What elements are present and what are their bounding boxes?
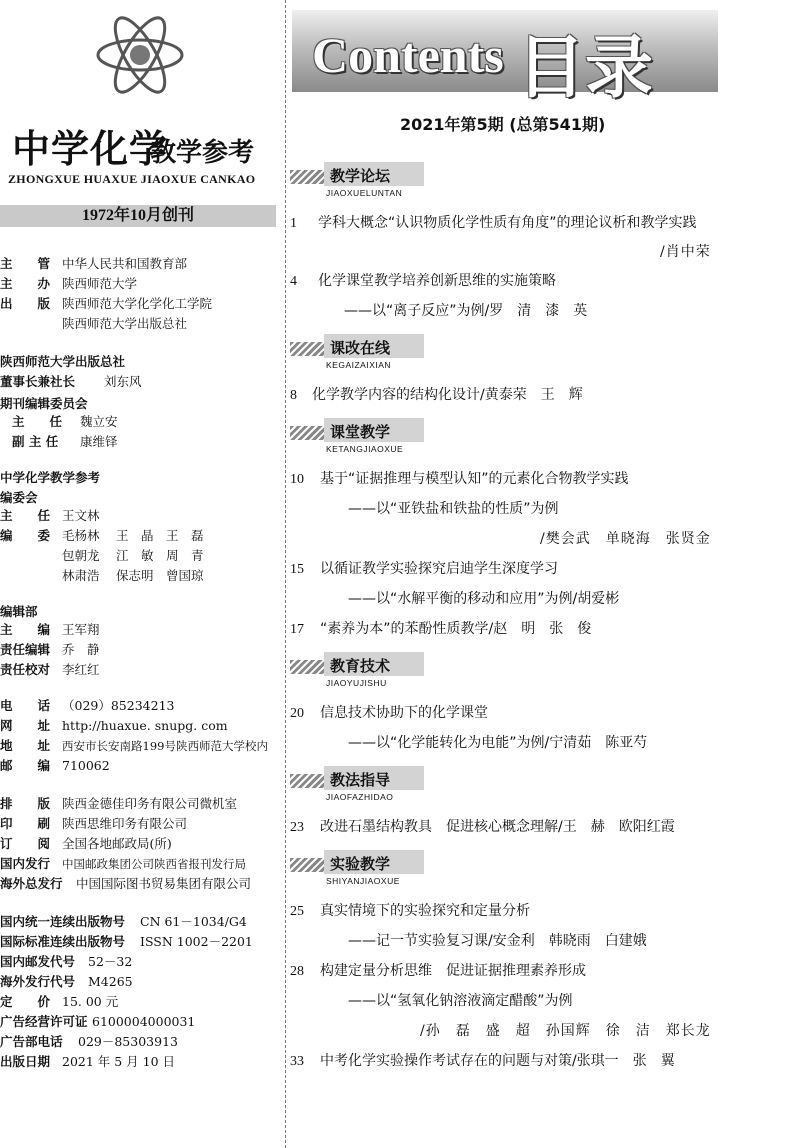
info-row-phone: 电 话 （029）85234213 — [0, 698, 175, 713]
masthead-pinyin: ZHONGXUE HUAXUE JIAOXUE CANKAO — [8, 172, 256, 186]
info-row-postal-code: 国内邮发代号 52－32 — [0, 954, 133, 969]
member-name: 王 磊 — [166, 528, 204, 543]
section-stripe-icon — [290, 774, 324, 788]
toc-item[interactable]: 20 信息技术协助下的化学课堂 — [290, 705, 488, 721]
member-name: 毛杨林 — [62, 528, 100, 543]
member-name: 王 晶 — [116, 528, 154, 543]
section-stripe-icon — [290, 342, 324, 356]
toc-subtitle: ——以“亚铁盐和铁盐的性质”为例 — [348, 501, 559, 517]
toc-item[interactable]: 25 真实情境下的实验探究和定量分析 — [290, 903, 530, 919]
toc-item[interactable]: 4 化学课堂教学培养创新思维的实施策略 — [290, 273, 556, 289]
info-row-typesetting: 排 版 陕西金德佳印务有限公司微机室 — [0, 796, 238, 811]
member-name: 曾国琼 — [166, 568, 204, 583]
toc-subtitle: ——以“离子反应”为例/罗 清 漆 英 — [344, 303, 588, 319]
masthead-title: 中学化学 — [12, 126, 169, 171]
info-row-director: 主 任 魏立安 — [12, 414, 118, 429]
info-row-overseas-distribution: 海外总发行 中国国际图书贸易集团有限公司 — [0, 876, 252, 891]
toc-author: /樊会武 单晓海 张贤金 — [540, 531, 711, 547]
info-row-board-members: 编 委 — [0, 528, 51, 543]
toc-subtitle: ——以“氢氧化钠溶液滴定醋酸”为例 — [348, 993, 573, 1009]
toc-item[interactable]: 17 “素养为本”的苯酚性质教学/赵 明 张 俊 — [290, 621, 592, 637]
section-stripe-icon — [290, 170, 324, 184]
column-divider — [285, 0, 286, 1148]
info-row-cn-number: 国内统一连续出版物号 CN 61－1034/G4 — [0, 914, 247, 929]
toc-subtitle: ——记一节实验复习课/安金利 韩晓雨 白建娥 — [348, 933, 647, 949]
info-row-vice-director: 副 主 任 康维铎 — [12, 434, 118, 449]
toc-subtitle: ——以“水解平衡的移动和应用”为例/胡爱彬 — [348, 591, 620, 607]
press-heading: 陕西师范大学出版总社 — [0, 354, 126, 369]
info-row-subscription: 订 阅 全国各地邮政局(所) — [0, 836, 172, 851]
info-row-proofreader: 责任校对 李红红 — [0, 662, 100, 677]
info-row-website[interactable]: 网 址 http://huaxue. snupg. com — [0, 718, 228, 733]
info-row-publish-date: 出版日期 2021 年 5 月 10 日 — [0, 1054, 176, 1069]
toc-item[interactable]: 23 改进石墨结构教具 促进核心概念理解/王 赫 欧阳红霞 — [290, 819, 675, 835]
masthead-subtitle: 教学参考 — [150, 138, 255, 168]
member-name: 周 青 — [166, 548, 204, 563]
info-row-sponsor: 主 办 陕西师范大学 — [0, 276, 138, 291]
info-row-chairman: 董事长兼社长 刘东风 — [0, 374, 142, 389]
editorial-heading: 编辑部 — [0, 604, 38, 619]
info-row-issn: 国际标准连续出版物号 ISSN 1002－2201 — [0, 934, 253, 949]
info-row-ad-license: 广告经营许可证 6100004000031 — [0, 1014, 196, 1029]
committee-heading: 期刊编辑委员会 — [0, 396, 88, 411]
section-stripe-icon — [290, 426, 324, 440]
info-row-publisher: 出 版 陕西师范大学化学化工学院 — [0, 296, 213, 311]
info-row-editor-in-chief: 主 编 王军翔 — [0, 622, 100, 637]
journal-heading: 中学化学教学参考 — [0, 470, 101, 485]
info-row-printing: 印 刷 陕西思维印务有限公司 — [0, 816, 188, 831]
toc-item[interactable]: 15 以循证教学实验探究启迪学生深度学习 — [290, 561, 558, 577]
contents-title-cn: 目录 — [517, 29, 654, 108]
toc-author: /肖中荣 — [660, 244, 711, 260]
member-name: 江 敏 — [116, 548, 154, 563]
toc-item[interactable]: 8 化学教学内容的结构化设计/黄泰荣 王 辉 — [290, 387, 583, 403]
contents-title-en: Contents — [312, 27, 504, 83]
info-row-price: 定 价 15. 00 元 — [0, 994, 119, 1009]
member-name: 林肃浩 — [62, 568, 100, 583]
member-name: 保志明 — [116, 568, 154, 583]
section-stripe-icon — [290, 858, 324, 872]
info-row-responsible-editor: 责任编辑 乔 静 — [0, 642, 100, 657]
atom-logo-icon — [95, 10, 185, 100]
toc-item[interactable]: 33 中考化学实验操作考试存在的问题与对策/张琪一 张 翼 — [290, 1053, 675, 1069]
info-row-board-chief: 主 任 王文林 — [0, 508, 100, 523]
toc-author: /孙 磊 盛 超 孙国辉 徐 洁 郑长龙 — [420, 1023, 711, 1039]
toc-subtitle: ——以“化学能转化为电能”为例/宁清茹 陈亚芍 — [348, 735, 648, 751]
founded-bar: 1972年10月创刊 — [0, 205, 276, 227]
section-stripe-icon — [290, 660, 324, 674]
issue-number: 2021年第5期 (总第541期) — [400, 115, 606, 134]
info-row-supervisor: 主 管 中华人民共和国教育部 — [0, 256, 188, 271]
info-row-domestic-distribution: 国内发行 中国邮政集团公司陕西省报刊发行局 — [0, 856, 246, 871]
info-row-overseas-code: 海外发行代号 M4265 — [0, 974, 133, 989]
board-heading: 编委会 — [0, 490, 38, 505]
member-name: 包朝龙 — [62, 548, 100, 563]
info-row-ad-phone: 广告部电话 029－85303913 — [0, 1034, 178, 1049]
toc-item[interactable]: 10 基于“证据推理与模型认知”的元素化合物教学实践 — [290, 471, 629, 487]
info-row-publisher-2: 陕西师范大学出版总社 — [62, 316, 188, 331]
info-row-postcode: 邮 编 710062 — [0, 758, 110, 773]
info-row-address: 地 址 西安市长安南路199号陕西师范大学校内 — [0, 738, 268, 753]
toc-item[interactable]: 1 学科大概念“认识物质化学性质有角度”的理论议析和教学实践 — [290, 215, 697, 231]
toc-item[interactable]: 28 构建定量分析思维 促进证据推理素养形成 — [290, 963, 586, 979]
